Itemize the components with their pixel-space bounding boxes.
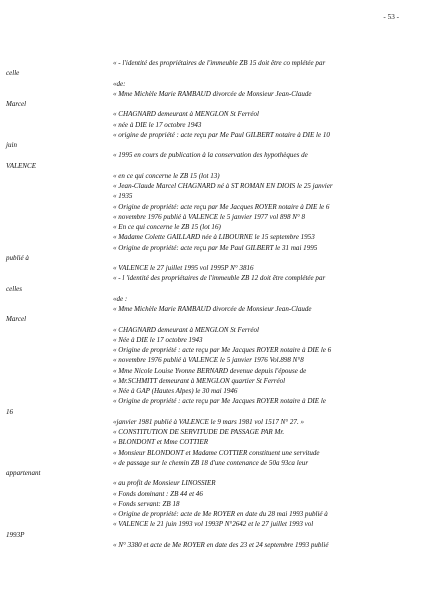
text-line-continuation: 1993P (6, 530, 25, 539)
text-line-continuation: Marcel (6, 315, 27, 324)
text-line: « Fonds dominant : ZB 44 et 46 (113, 489, 203, 498)
text-line-continuation: juin (6, 141, 17, 149)
text-line-continuation: celles (6, 284, 23, 293)
text-line: « Mr.SCHMITT demeurant à MENGLON quartier St Ferréol (113, 376, 286, 385)
text-line: « Origine de propriété : acte reçu par Me Jacques ROYER notaire à DIE le 6 (113, 346, 332, 354)
text-line: « Mme Nicole Louise Yvonne BERNARD devenue depuis l'épouse de (113, 366, 307, 375)
text-line: « Fonds servant: ZB 18 (113, 499, 180, 508)
text-line: « VALENCE le 21 juin 1993 vol 1993P N°2642 et le 27 juillet 1993 vol (113, 520, 314, 529)
page-number: - 53 - (383, 13, 399, 21)
text-line: « CHAGNARD demeurant à MENGLON St Ferréol (113, 110, 260, 119)
text-line: « Origine de propriété: acte de Me ROYER en date du 28 mai 1993 publié à (113, 510, 328, 518)
text-line-continuation: Marcel (6, 100, 27, 108)
text-line: « au profit de Monsieur LINOSSIER (113, 479, 216, 488)
text-line: « - l 'identité des propriétaires de l'immeuble ZB 12 doit être complétée par (113, 274, 326, 283)
text-line: « En ce qui concerne le ZB 15 (lot 16) (113, 223, 221, 231)
text-line: « de passage sur le chemin ZB 18 d'une contenance de 50a 93ca leur (113, 458, 309, 467)
document-body (6, 58, 403, 550)
text-line: « Madame Colette GAILLARD née à LIBOURNE le 15 septembre 1953 (113, 233, 315, 242)
text-line: « Origine de propriété : acte reçu par Me Jacques ROYER notaire à DIE le (113, 397, 326, 406)
text-line: « 1995 en cours de publication à la conservation des hypothèques de (113, 151, 308, 160)
text-line: « Mme Michèle Marie RAMBAUD divorcée de Monsieur Jean-Claude (113, 89, 312, 98)
text-line: « novembre 1976 publié à VALENCE le 5 janvier 1976 Vol.898 N°8 (113, 356, 304, 365)
text-line: « 1935 (113, 192, 133, 201)
text-line: « Née à GAP (Hautes Alpes) le 30 mai 1946 (113, 387, 238, 395)
text-line: « Jean-Claude Marcel CHAGNARD né à ST ROMAN EN DIOIS le 25 janvier (113, 182, 333, 190)
text-line: « Née à DIE le 17 octobre 1943 (113, 335, 203, 344)
text-line-continuation: appartenant (6, 469, 41, 477)
text-line: « en ce qui concerne le ZB 15 (lot 13) (113, 171, 220, 180)
text-line: « Mme Michèle Marie RAMBAUD divorcée de Monsieur Jean-Claude (113, 305, 312, 313)
text-line: « née à DIE le 17 octobre 1943 (113, 120, 202, 129)
text-line: « BLONDONT et Mme COTTIER (113, 438, 209, 447)
text-line: « CHAGNARD demeurant à MENGLON St Ferréol (113, 325, 260, 334)
text-line: « Monsieur BLONDONT et Madame COTTIER constituent une servitude (113, 448, 320, 457)
text-line-continuation: publié à (6, 253, 29, 262)
text-line-continuation: celle (6, 69, 20, 78)
text-line: «de : (113, 294, 128, 303)
text-line-continuation: 16 (6, 407, 14, 416)
text-line: « VALENCE le 27 juillet 1995 vol 1995P N° 3816 (113, 264, 254, 272)
text-line: « - l'identité des propriétaires de l'immeuble ZB 15 doit être co mplétée par (113, 59, 326, 67)
text-line: « CONSTITUTION DE SERVITUDE DE PASSAGE PAR Mr. (113, 428, 285, 436)
text-line: « origine de propriété : acte reçu par Me Paul GILBERT notaire à DIE le 10 (113, 130, 330, 139)
text-line: « N° 3380 et acte de Me ROYER en date des 23 et 24 septembre 1993 publié (113, 540, 329, 549)
text-line: «janvier 1981 publié à VALENCE le 9 mars 1981 vol 1517 N° 27. » (113, 417, 304, 426)
text-line: « novembre 1976 publié à VALENCE le 5 janvier 1977 vol 898 N° 8 (113, 212, 306, 221)
text-line: «de: (113, 79, 126, 88)
text-line: « Origine de propriété: acte reçu par Me Jacques ROYER notaire à DIE le 6 (113, 202, 330, 211)
text-line: « Origine de propriété: acte reçu par Me Paul GILBERT le 31 mai 1995 (113, 243, 318, 252)
text-line-continuation: VALENCE (6, 161, 37, 170)
